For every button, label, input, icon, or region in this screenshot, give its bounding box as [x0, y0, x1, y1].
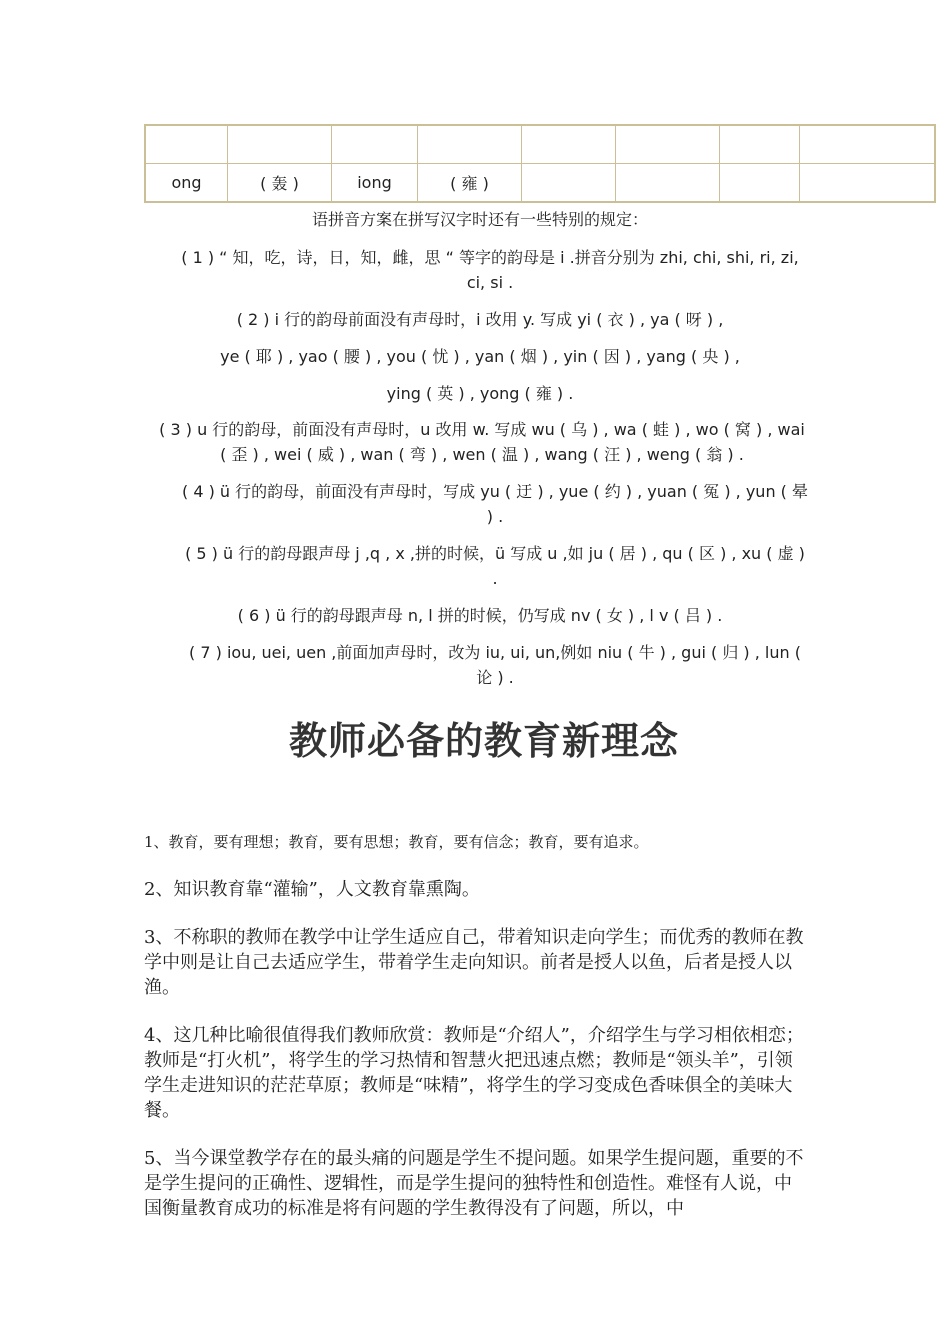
table-cell: ( 雍 ): [418, 164, 522, 201]
table-cell: [800, 126, 934, 164]
table-row: [146, 164, 934, 201]
rules-intro: 语拼音方案在拼写汉字时还有一些特别的规定：: [311, 210, 648, 229]
table-cell: [522, 164, 616, 201]
rule-3: ( 3 ) u 行的韵母，前面没有声母时，u 改用 w. 写成 wu ( 乌 ) , wa ( 蛙 ) , wo ( 窝 ) , wai ( 歪 ) , wei ( 威 ) , wan ( 弯 ) , wen ( 温 ) , wang ( 汪 ) , weng ( 翁 ) .: [159, 420, 805, 464]
table-cell: ong: [146, 164, 228, 201]
table-cell: iong: [332, 164, 418, 201]
table-cell: [146, 126, 228, 164]
paragraph-1: 1、教育，要有理想；教育，要有思想；教育，要有信念；教育，要有追求。: [144, 833, 649, 851]
paragraph-4: 4、这几种比喻很值得我们教师欣赏：教师是“介绍人”，介绍学生与学习相依相恋；教师是“打火机”，将学生的学习热情和智慧火把迅速点燃；教师是“领头羊”，引领学生走进知识的茫茫草原；教师是“味精”，将学生的学习变成色香味俱全的美味大餐。: [144, 1025, 804, 1121]
page-title: 教师必备的教育新理念: [288, 719, 679, 763]
rule-6: ( 6 ) ü 行的韵母跟声母 n, l 拼的时候，仍写成 nv ( 女 ) , l v ( 吕 ) .: [237, 606, 723, 625]
rule-2-line-1: ( 2 ) i 行的韵母前面没有声母时，i 改用 y. 写成 yi ( 衣 ) , ya ( 呀 ) ,: [236, 310, 724, 329]
table-cell: [616, 164, 720, 201]
table-cell: [800, 164, 934, 201]
rule-5: ( 5 ) ü 行的韵母跟声母 j ,q , x ,拼的时候，ü 写成 u ,如 ju ( 居 ) , qu ( 区 ) , xu ( 虚 ) .: [185, 544, 805, 588]
paragraph-2: 2、知识教育靠“灌输”，人文教育靠熏陶。: [144, 879, 480, 900]
pinyin-table: [144, 124, 936, 203]
table-cell: [418, 126, 522, 164]
rule-2-line-3: ying ( 英 ) , yong ( 雍 ) .: [386, 384, 574, 403]
table-row: [146, 126, 934, 164]
table-cell: [616, 126, 720, 164]
paragraph-5: 5、当今课堂教学存在的最头痛的问题是学生不提问题。如果学生提问题，重要的不是学生提问的正确性、逻辑性，而是学生提问的独特性和创造性。难怪有人说，中国衡量教育成功的标准是将有问题的学生教得没有了问题，所以，中: [144, 1148, 804, 1219]
rule-7: ( 7 ) iou, uei, uen ,前面加声母时，改为 iu, ui, un,例如 niu ( 牛 ) , gui ( 归 ) , lun ( 论 ) .: [189, 643, 801, 687]
table-cell: [720, 164, 800, 201]
table-cell: [332, 126, 418, 164]
rule-4: ( 4 ) ü 行的韵母，前面没有声母时，写成 yu ( 迂 ) , yue ( 约 ) , yuan ( 冤 ) , yun ( 晕 ) .: [181, 482, 809, 526]
table-cell: ( 轰 ): [228, 164, 332, 201]
rule-1: ( 1 ) “ 知，吃，诗，日，知，雌，思 “ 等字的韵母是 i .拼音分别为 zhi, chi, shi, ri, zi, ci, si .: [181, 248, 799, 292]
table-cell: [720, 126, 800, 164]
paragraph-3: 3、不称职的教师在教学中让学生适应自己，带着知识走向学生；而优秀的教师在教学中则是让自己去适应学生，带着学生走向知识。前者是授人以鱼，后者是授人以渔。: [144, 927, 804, 998]
table-cell: [228, 126, 332, 164]
table-cell: [522, 126, 616, 164]
rule-2-line-2: ye ( 耶 ) , yao ( 腰 ) , you ( 忧 ) , yan ( 烟 ) , yin ( 因 ) , yang ( 央 ) ,: [220, 347, 740, 366]
